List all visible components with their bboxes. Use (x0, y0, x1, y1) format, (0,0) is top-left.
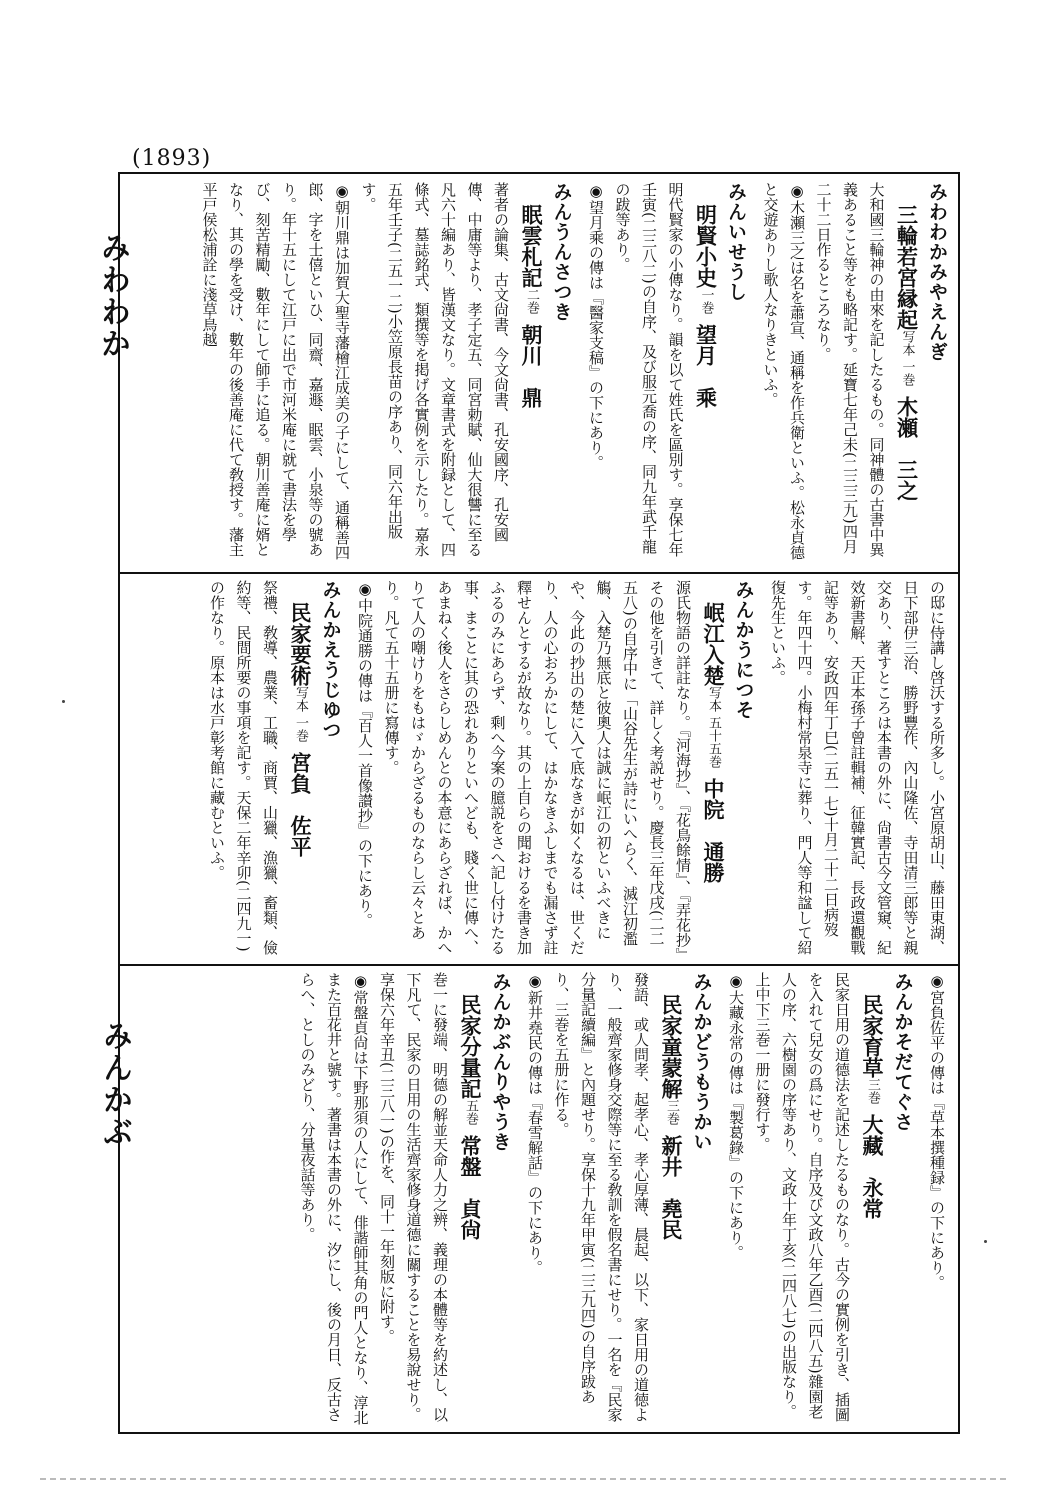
entry-body: 民家日用の道德法を記述したるものなり。古今の實例を引き、插圖を入れて兒女の爲にせり。自序及び文政八年乙酉(二四八五)雜園老人の序、六樹園の序等あり、文政十年丁亥(二四八七)の出版なり。上中下三巻一册に發行す。 (753, 972, 851, 1422)
entry-author: 望月 乘 (693, 324, 719, 408)
entry-body: 源氏物語の詳註なり。『河海抄』、『花鳥餘情』、『弄花抄』その他を引きて、詳しく考説せり。慶長三年戊戌(二二五八)の自序中に「山谷先生が詩にいへらく、滅江初濫觴、入楚乃無底と彼奧人は誠に岷江の初といふべきにや、今此の抄出の楚に入て底なきが如くなるは、世くだり、人の心おろかにして、はかなきふしまでも漏さず註釋せんとするが故なり。其の上自らの聞おけるを書き加ふるのみにあらず、剩へ今案の臆説をさへ記し付けたる事、まことに其の恐れありといへども、賤く世に傳へ、あまねく後人をさらしめんとの本意にあらざれば、かへりて人の嘲けりをもはゞからざるものならし云々とあり。凡て五十五册に寫傳す。 (382, 580, 692, 955)
entry-author: 木瀬 三之 (894, 396, 920, 502)
entry-title: 三輪若宮縁起 (894, 204, 920, 330)
entry-title: 民家童蒙解 (659, 994, 684, 1099)
entry-note: ◉新井堯民の傳は『春雪解話』の下にあり。 (526, 972, 544, 1275)
entry-volume: 写本 一巻 (293, 686, 308, 743)
divider-top (120, 572, 958, 574)
entry-title-line (696, 580, 730, 958)
entry-title: 民家要術 (288, 602, 313, 686)
entry-head: みんいせうし (725, 182, 747, 302)
entry-title-line (453, 972, 487, 1428)
entry-head: みんかぶんりやうき (489, 972, 512, 1152)
entry-continuation (765, 580, 951, 958)
entry-author: 常盤 貞尙 (458, 1135, 483, 1240)
entry-author: 大藏 永常 (860, 1114, 885, 1219)
entry-minkasodategusa (723, 972, 916, 1428)
entry-title: 眠雲札記 (519, 204, 544, 288)
entry-body: 明代賢家の小傳なり。韻を以て姓氏を區別す。享保七年壬寅(二三八二)の自序、及び服元喬の序、同九年武千龍の跋等あり。 (613, 182, 685, 557)
entry-note: ◉望月乘の傳は『醫家支稿』の下にあり。 (587, 182, 605, 470)
scan-speck (62, 700, 65, 703)
entry-body: 祭禮、敎導、農業、工職、商賈、山獵、漁獵、畜類、儉約等、民間所要の事項を記す。天保二年辛卯(二四九一)の作なり。原本は水戸彰考館に藏むといふ。 (208, 580, 279, 955)
entry-head: みんかどうもうかい (690, 972, 713, 1152)
entry-head: みんうんさつき (550, 182, 573, 322)
entry-title-line (283, 580, 317, 958)
entry-continuation-text: の邸に侍講し啓沃する所多し。小宮原胡山、藤田東湖、日下部伊三治、勝野豐作、內山隆佐、寺田清三郎等と親交あり、著すところは本書の外に、尙書古今文管窺、紀效新書解、天正本孫子曾註輯補、征韓實記、長政還觀戰記等あり、安政四年丁巳(二五一七)十月二十二日病歿す。年四十四。小梅村常泉寺に葬り、門人等和諡して紹復先生といふ。 (769, 580, 946, 955)
entry-minseshi (583, 182, 750, 566)
entry-miwawaka (757, 182, 950, 566)
entry-head: みんかうにつそ (732, 580, 755, 720)
entry-head: みんかそだてぐさ (891, 972, 914, 1132)
side-label-bottom: みんかぶ (97, 1020, 132, 1148)
entry-title: 民家分量記 (458, 994, 483, 1099)
scan-speck (984, 1240, 987, 1243)
section-top (124, 182, 950, 566)
entry-minunsatsuki (196, 182, 575, 566)
entry-title-line (514, 182, 548, 566)
entry-title: 民家育草 (860, 994, 885, 1078)
entry-head: みわわかみやえんぎ (926, 182, 948, 362)
entry-head: みんかえうじゆつ (319, 580, 342, 740)
entry-note: ◉中院通勝の傳は『百人一首像讃抄』の下にあり。 (356, 580, 374, 928)
entry-title-line (855, 972, 889, 1428)
entry-author: 中院 通勝 (701, 778, 726, 884)
entry-volume: 写本 五十五巻 (706, 686, 721, 769)
entry-note: ◉大藏永常の傳は『製葛錄』の下にあり。 (727, 972, 745, 1260)
entry-volume: 二巻 (524, 288, 539, 314)
entry-body: 著者の論集、古文尙書、今文尙書、孔安國序、孔安國傳、中庸等より、孝子定五、同宮勅賦、仙大很讐に至る凡六十編あり、皆漢文なり。文章書式を附録として、四條式、墓誌銘式、類撰等を掲げ各實例を示したり。嘉永五年壬子(二五一二)小笠原長苗の序あり、同六年出版す。 (359, 182, 510, 557)
page-frame (118, 172, 960, 1434)
entry-volume: 三巻 (664, 1099, 679, 1125)
entry-note: ◉常盤貞尙は下野那須の人にして、俳諧師其角の門人となり、淳北また百花井と號す。著書は本書の外に、汐にし、後の月日、反古さらへ、としのみどり、分量夜話等あり。 (298, 972, 370, 1425)
bottom-scan-edge (40, 1478, 1006, 1480)
entry-minkounisso (352, 580, 757, 958)
page-number: (1893) (132, 146, 212, 171)
side-label-top: みわわか (95, 232, 130, 360)
entry-minkadoumoukai (522, 972, 715, 1428)
entry-volume: 写本 一巻 (899, 330, 915, 387)
section-middle (124, 580, 950, 958)
entry-body: 巻一に發端、明德の解並天命人力之辨、義理の本體等を約述し、以下凡て、民家の日用の生活齊家修身道德に關することを易說せり。享保六年辛丑(二三八一)の作を、同十一年刻版に附す。 (378, 972, 449, 1422)
entry-author: 新井 堯民 (659, 1135, 684, 1240)
entry-note: ◉宮負佐平の傳は『草本撰種録』の下にあり。 (928, 972, 946, 1290)
entry-volume: 三巻 (865, 1078, 880, 1104)
entry-lead-note (924, 972, 951, 1428)
entry-note: ◉朝川鼎は加賀大聖寺藩檜江成美の子にして、通稱善四郎、字を士僖といひ、同齋、嘉遯、眠雲、小泉等の號あり。年十五にして江戸に出で市河米庵に就て書法を學び、刻苦精勵、數年にして師手に追る。朝川善庵に婿となり、其の學を受け、數年の後善庵に代て敎授す。藩主平戸侯松浦詮に淺草鳥越 (200, 182, 351, 560)
entry-title-line (689, 182, 723, 566)
section-bottom (124, 972, 950, 1428)
entry-title: 明賢小史 (693, 204, 719, 288)
entry-volume: 五巻 (463, 1099, 478, 1125)
entry-minkabunryouki (294, 972, 514, 1428)
entry-note: ◉木瀬三之は名を蕭宣、通稱を作兵衛といふ。松永貞德と交遊ありし歌人なりきといふ。 (761, 182, 806, 560)
entry-title: 岷江入楚 (701, 602, 726, 686)
entry-body: 大和國三輪神の由來を記したるもの。同神體の古書中異義あること等をも略記す。延寶七年己未(二三三九)四月二十二日作るところなり。 (814, 182, 886, 557)
entry-minkayoujutsu (204, 580, 344, 958)
divider-bottom (120, 964, 958, 966)
entry-volume: 一巻 (698, 288, 714, 314)
entry-author: 朝川 鼎 (519, 324, 544, 408)
entry-author: 宮負 佐平 (288, 752, 313, 858)
entry-body: 發語、或人問孝、起孝心、孝心厚薄、晨起、以下、家日用の道徳より、一般齊家修身交際等に至る敎訓を假名書にせり。一名を『民家分量記續編』と內題せり。享保十九年甲寅(二三九四)の自序跋あり、三巻を五册に作る。 (552, 972, 650, 1422)
entry-title-line (654, 972, 688, 1428)
entry-title-line (890, 182, 924, 566)
